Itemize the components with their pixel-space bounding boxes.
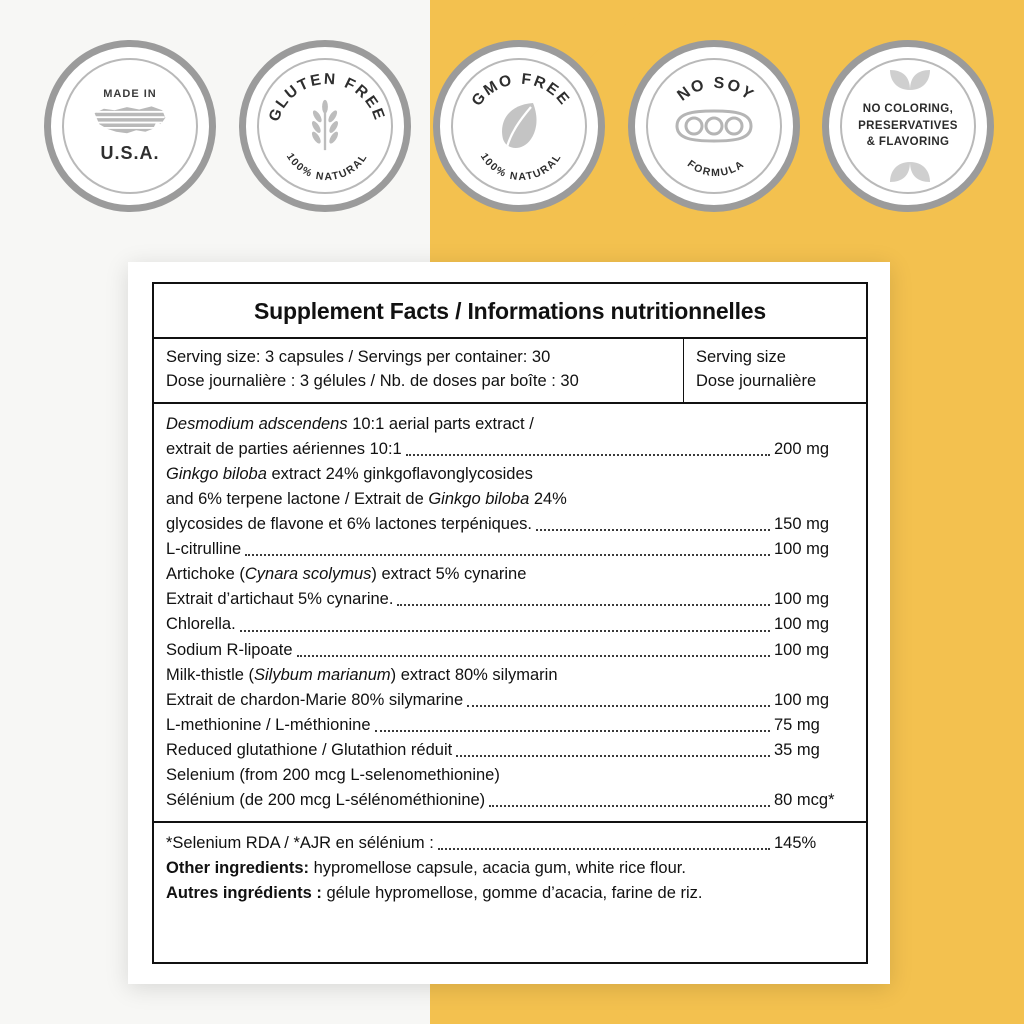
ingredient-row	[166, 688, 856, 713]
ingredient-amount: 100 mg	[774, 615, 830, 634]
ingredient-row	[166, 738, 856, 763]
leader-dots	[375, 730, 770, 732]
svg-text:100% NATURAL: 100% NATURAL	[283, 150, 370, 184]
svg-text:GLUTEN FREE: GLUTEN FREE	[265, 70, 388, 124]
leader-dots	[240, 630, 770, 632]
panel-footer	[154, 823, 866, 916]
svg-text:NO SOY: NO SOY	[673, 74, 758, 105]
badge-no-soy	[628, 40, 800, 212]
ingredient-amount: 100 mg	[774, 640, 830, 659]
badge-no-soy-inner	[646, 58, 782, 194]
ingredient-name: Extrait d’artichaut 5% cynarine.	[166, 590, 394, 609]
ingredient-amount: 35 mg	[774, 740, 820, 759]
other-ingredients-fr	[166, 881, 856, 906]
badge-no-coloring	[822, 40, 994, 212]
ingredient-name: Chlorella.	[166, 615, 236, 634]
selenium-rda-row	[166, 831, 856, 856]
leaf-icon-top	[886, 66, 934, 92]
badge-made-in-usa	[44, 40, 216, 212]
ingredient-amount: 75 mg	[774, 715, 820, 734]
badge-no-soy-arc-text	[648, 60, 784, 196]
badge-made-in-usa-inner	[62, 58, 198, 194]
ingredient-row	[166, 612, 856, 637]
ingredient-row	[166, 512, 856, 537]
ingredient-name: Sélénium (de 200 mcg L-sélénométhionine)	[166, 791, 486, 810]
leader-dots	[467, 705, 770, 707]
badge-no-coloring-inner	[840, 58, 976, 194]
ingredient-name: Reduced glutathione / Glutathion réduit	[166, 740, 453, 759]
svg-text:FORMULA: FORMULA	[684, 157, 747, 180]
ingredient-name: glycosides de flavone et 6% lactones terpéniques.	[166, 515, 532, 534]
ingredients-list	[154, 404, 866, 823]
selenium-rda-label: *Selenium RDA / *AJR en sélénium :	[166, 834, 434, 853]
badge-gluten-free-arc-text	[259, 60, 395, 196]
other-ingredients-fr-label: Autres ingrédients :	[166, 883, 322, 902]
ingredient-amount: 80 mcg*	[774, 791, 835, 810]
badge-no-coloring-line1: NO COLORING,	[862, 102, 954, 115]
leader-dots	[297, 655, 770, 657]
leader-dots	[397, 604, 770, 606]
ingredient-amount: 200 mg	[774, 439, 830, 458]
ingredient-name: L-methionine / L-méthionine	[166, 715, 371, 734]
ingredient-row	[166, 788, 856, 813]
ingredient-amount: 100 mg	[774, 690, 830, 709]
supplement-facts-panel	[152, 282, 868, 964]
ingredient-amount: 100 mg	[774, 540, 830, 559]
leader-dots	[536, 529, 770, 531]
serving-size-fr: Dose journalière : 3 gélules / Nb. de doses par boîte : 30	[166, 371, 579, 390]
ingredient-row	[166, 713, 856, 738]
serving-size-header-fr: Dose journalière	[696, 371, 817, 390]
ingredient-line: and 6% terpene lactone / Extrait de Ginkgo biloba 24%	[166, 490, 567, 509]
ingredient-name: Extrait de chardon-Marie 80% silymarine	[166, 690, 464, 709]
svg-text:GMO FREE: GMO FREE	[468, 70, 574, 110]
ingredient-line: Desmodium adscendens 10:1 aerial parts extract /	[166, 414, 534, 433]
badge-no-coloring-line2: PRESERVATIVES	[858, 119, 958, 132]
badge-gmo-free-arc-text	[453, 60, 589, 196]
badge-made-in-usa-top-label: MADE IN	[103, 88, 157, 101]
ingredient-row	[166, 537, 856, 562]
badge-made-in-usa-main-label: U.S.A.	[100, 142, 160, 163]
leader-dots	[406, 454, 770, 456]
ingredient-line: Selenium (from 200 mcg L-selenomethionine)	[166, 765, 500, 784]
ingredient-amount: 100 mg	[774, 590, 830, 609]
ingredient-row	[166, 638, 856, 663]
serving-size-header-en: Serving size	[696, 348, 786, 366]
ingredient-row	[166, 587, 856, 612]
serving-info-left	[154, 339, 684, 402]
usa-map-icon	[91, 101, 169, 141]
serving-size-en: Serving size: 3 capsules / Servings per container: 30	[166, 348, 551, 366]
supplement-facts-title: Supplement Facts / Informations nutritionnelles	[154, 284, 866, 339]
serving-info-right	[684, 339, 866, 402]
badge-gmo-free-inner	[451, 58, 587, 194]
badge-no-coloring-line3: & FLAVORING	[866, 136, 950, 149]
ingredient-amount: 150 mg	[774, 515, 830, 534]
ingredient-line: Milk-thistle (Silybum marianum) extract 80% silymarin	[166, 665, 558, 684]
ingredient-name: L-citrulline	[166, 540, 242, 559]
ingredient-name: extrait de parties aériennes 10:1	[166, 439, 402, 458]
certification-badges	[44, 40, 994, 212]
svg-text:100% NATURAL: 100% NATURAL	[477, 150, 565, 184]
ingredient-line: Artichoke (Cynara scolymus) extract 5% cynarine	[166, 565, 527, 584]
badge-gmo-free	[433, 40, 605, 212]
other-ingredients-en	[166, 856, 856, 881]
badge-gluten-free	[239, 40, 411, 212]
other-ingredients-en-label: Other ingredients:	[166, 859, 310, 878]
serving-info-row	[154, 339, 866, 404]
other-ingredients-fr-text: gélule hypromellose, gomme d’acacia, farine de riz.	[321, 883, 703, 902]
leader-dots	[456, 755, 770, 757]
leader-dots	[489, 805, 770, 807]
ingredient-name: Sodium R-lipoate	[166, 640, 293, 659]
leader-dots	[245, 554, 770, 556]
ingredient-line: Ginkgo biloba extract 24% ginkgoflavonglycosides	[166, 465, 533, 483]
leader-dots	[438, 848, 770, 850]
other-ingredients-en-text: hypromellose capsule, acacia gum, white rice flour.	[309, 859, 686, 878]
ingredient-row	[166, 437, 856, 462]
badge-gluten-free-inner	[257, 58, 393, 194]
selenium-rda-value: 145%	[774, 834, 817, 853]
leaf-icon-bottom	[886, 160, 934, 186]
